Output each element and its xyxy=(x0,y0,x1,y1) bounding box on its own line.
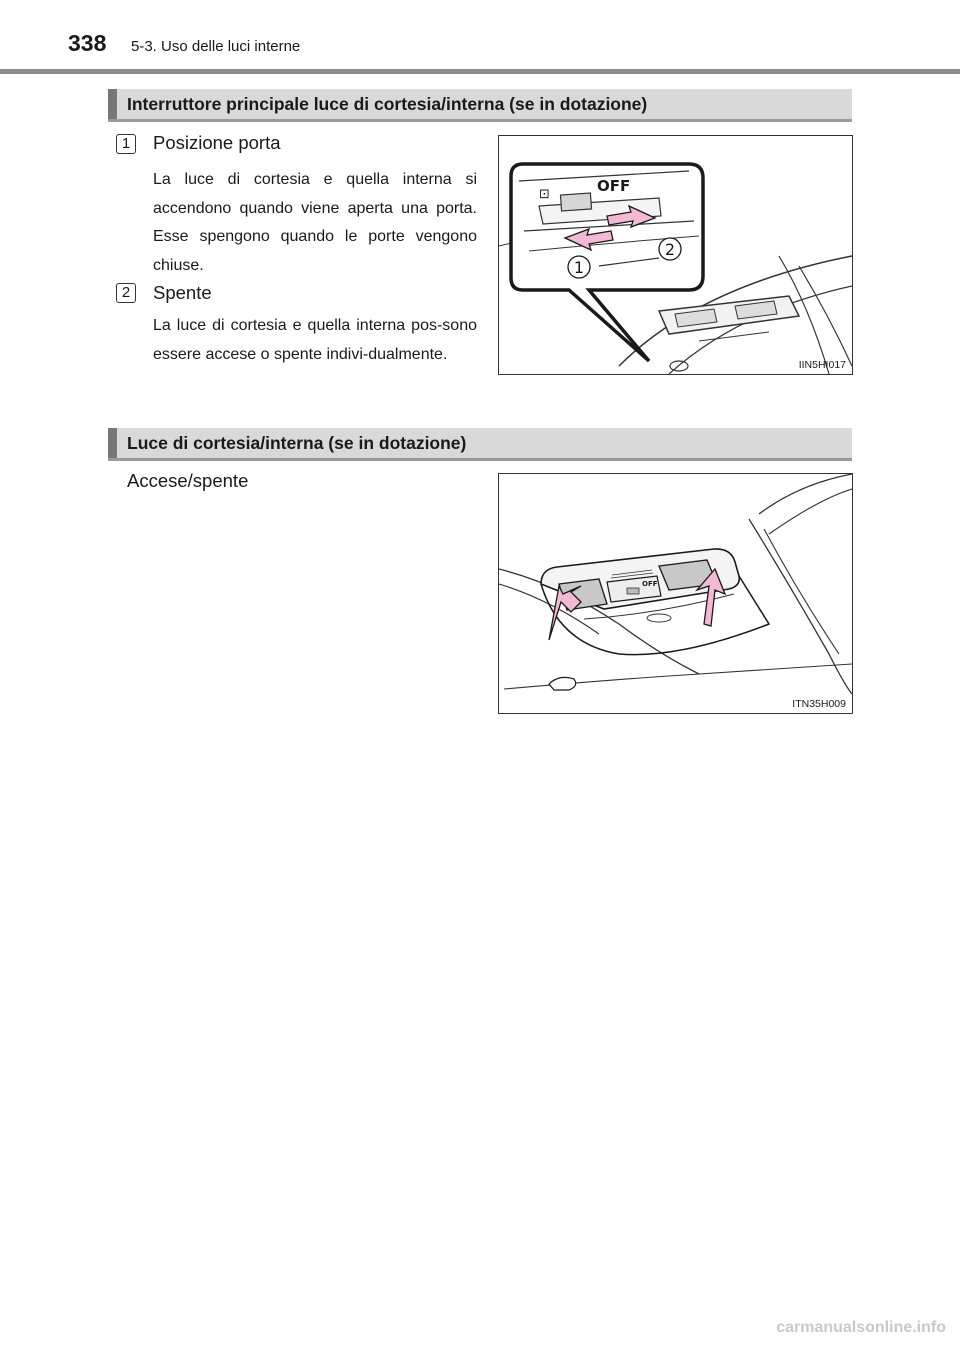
item-body-door-position: La luce di cortesia e quella interna si accendono quando viene aperta una porta. Esse spengono quando le porte vengono chiuse. xyxy=(153,171,477,274)
figure-code: ITN35H009 xyxy=(792,698,846,710)
section-path: 5-3. Uso delle luci interne xyxy=(131,38,301,55)
item-number-badge: 1 xyxy=(116,134,136,154)
courtesy-light-illustration xyxy=(499,474,852,713)
item-title-door-position: Posizione porta xyxy=(153,132,281,153)
figure-courtesy-light xyxy=(498,473,853,714)
item-title-off: Spente xyxy=(153,282,212,303)
figure-code: IIN5HI017 xyxy=(798,359,846,371)
callout-2: 2 xyxy=(664,240,676,259)
figure-main-switch xyxy=(498,135,853,375)
item-body-off: La luce di cortesia e quella interna pos-sono essere accese o spente indivi-dualmente. xyxy=(153,317,477,363)
item-number-badge: 2 xyxy=(116,283,136,303)
off-label: OFF xyxy=(597,177,631,195)
section-heading-main-switch: Interruttore principale luce di cortesia/interna (se in dotazione) xyxy=(108,89,852,119)
section-heading-courtesy-light: Luce di cortesia/interna (se in dotazione) xyxy=(108,428,852,458)
svg-text:⊡: ⊡ xyxy=(539,187,550,202)
page-number: 338 xyxy=(68,30,107,56)
on-off-label: Accese/spente xyxy=(127,470,249,491)
switch-illustration xyxy=(499,136,852,374)
watermark: carmanualsonline.info xyxy=(776,1319,946,1336)
header-divider xyxy=(0,69,960,74)
off-label: OFF xyxy=(642,580,658,588)
callout-1: 1 xyxy=(573,258,585,277)
